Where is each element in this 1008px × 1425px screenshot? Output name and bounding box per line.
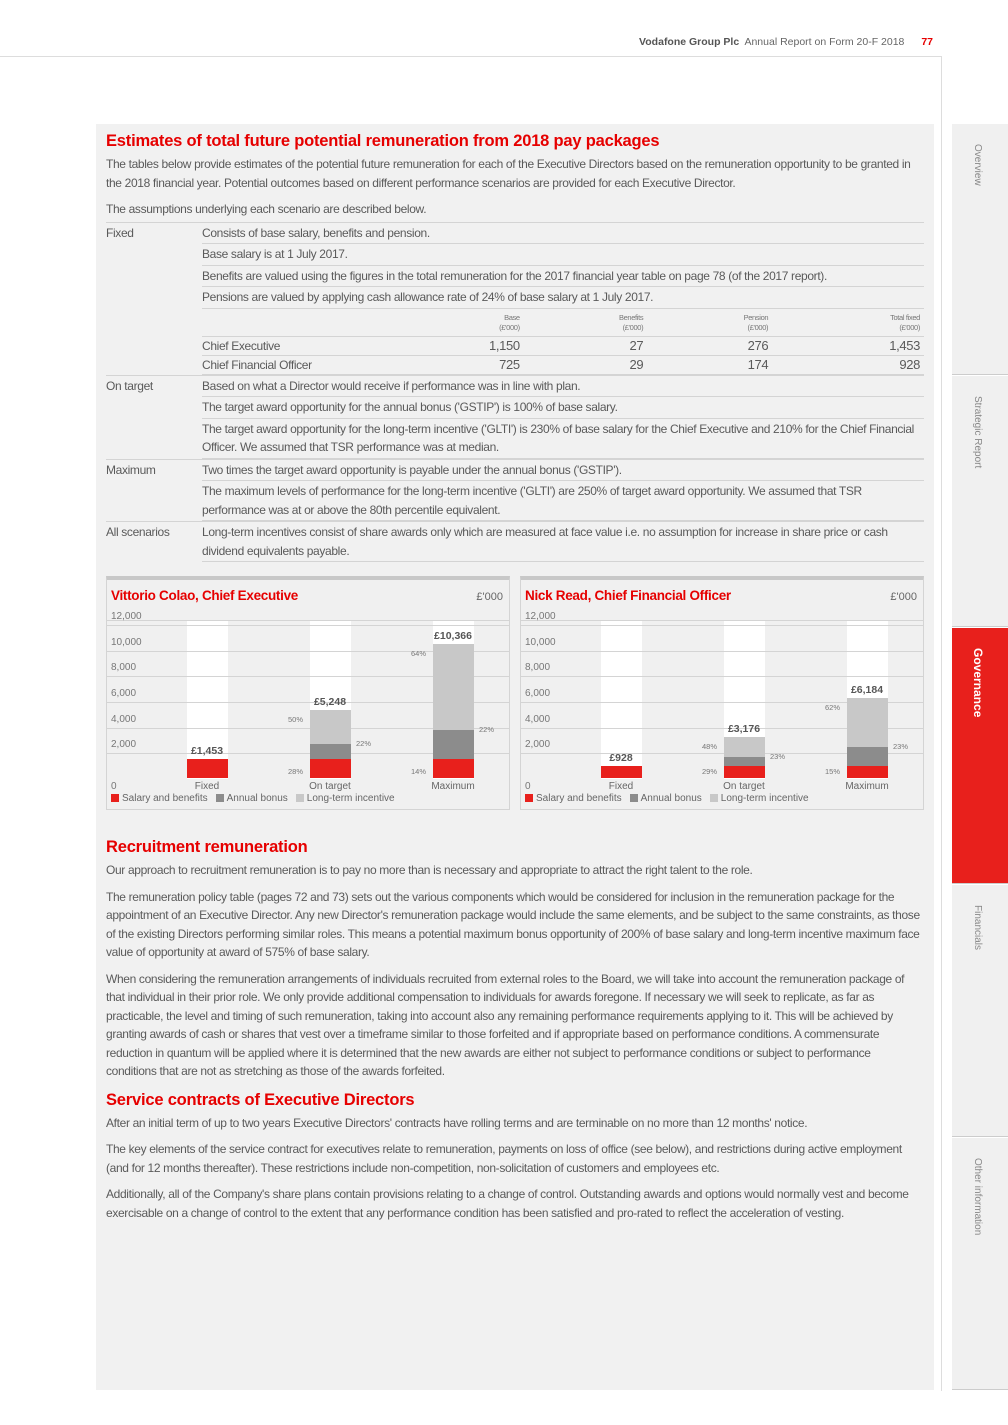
- y-axis-tick: 12,000: [525, 610, 556, 622]
- recruitment-paragraph: When considering the remuneration arrangements of individuals recruited from external roles to the Board, we will take into account the remuneration package of that individual in their prior role. We only provide additional compensation to individuals for awards foregone. If necessary we will seek to replicate, as far as practicable, the level and timing of such remuneration, taking into account also any remaining performance requirements applying to it. This will be achieved by granting awards of cash or shares that vest over a timeframe similar to those forfeited and if appropriate based on performance conditions. A commensurate reduction in quantum will be applied where it is determined that the new awards are either not subject to performance conditions or subject to performance conditions that are not as stretching as those of the awards forfeited.: [106, 971, 905, 1078]
- gridline: [521, 651, 923, 652]
- company-name: Vodafone Group Plc: [639, 36, 740, 48]
- chart-chief-executive: [106, 576, 510, 810]
- legend-swatch-icon: [296, 794, 304, 802]
- percent-label: 28%: [288, 767, 304, 776]
- y-axis-tick: 4,000: [111, 713, 137, 725]
- chart-legend: [111, 793, 395, 804]
- bar-segment-long-term-incentive: [310, 710, 351, 744]
- bar-segment-salary-and-benefits: [601, 766, 642, 778]
- col-header-base: Base (£'000): [372, 309, 524, 337]
- bar-segment-long-term-incentive: [847, 698, 888, 747]
- bar-total-label: £3,176: [727, 722, 761, 735]
- col-header-pension: Pension (£'000): [647, 309, 772, 337]
- bar-segment-annual-bonus: [724, 757, 765, 766]
- y-axis-tick: 12,000: [111, 610, 142, 622]
- fixed-line: Pensions are valued by applying cash allowance rate of 24% of base salary at 1 July 2017.: [202, 287, 924, 309]
- tab-financials[interactable]: Financials: [952, 885, 1008, 1137]
- chart-chief-financial-officer: [520, 576, 924, 810]
- scenario-label: On target: [106, 378, 153, 393]
- service-paragraph: After an initial term of up to two years Executive Directors' contracts have rolling terms and are terminable on no more than 12 months' notice.: [106, 1115, 808, 1130]
- y-axis-tick: 10,000: [525, 636, 556, 648]
- y-axis-tick: 4,000: [525, 713, 551, 725]
- scenario-label: Fixed: [106, 222, 202, 375]
- legend-item: Salary and benefits: [525, 793, 622, 804]
- gridline: [521, 676, 923, 677]
- legend-item: Long-term incentive: [296, 793, 395, 804]
- bar-total-label: £10,366: [434, 630, 472, 643]
- table-row: Chief Executive 1,150 27 276 1,453: [202, 336, 924, 355]
- tab-strategic-report[interactable]: Strategic Report: [952, 376, 1008, 627]
- chart-title: Vittorio Colao, Chief Executive: [111, 588, 298, 603]
- assumptions-table: [106, 222, 924, 563]
- scenario-label: All scenarios: [106, 525, 170, 539]
- all-scenarios-line: Long-term incentives consist of share awards only which are measured at face value i.e. no assumption for increase in share price or cash dividend equivalents payable.: [202, 522, 924, 562]
- bar-segment-salary-and-benefits: [724, 766, 765, 778]
- table-row: Chief Financial Officer 725 29 174 928: [202, 355, 924, 374]
- legend-swatch-icon: [111, 794, 119, 802]
- section-title-estimates: Estimates of total future potential remuneration from 2018 pay packages: [106, 132, 660, 150]
- tab-other-information[interactable]: Other information: [952, 1138, 1008, 1390]
- page-header: [639, 36, 933, 48]
- bar-segment-long-term-incentive: [724, 737, 765, 757]
- x-axis-label: Fixed: [194, 781, 220, 792]
- bar-total-label: £928: [609, 752, 633, 765]
- main-content: [96, 124, 934, 1390]
- bar-total-label: £6,184: [850, 684, 884, 697]
- bar-segment-salary-and-benefits: [310, 759, 351, 778]
- y-axis-tick: 2,000: [525, 739, 551, 751]
- y-axis-tick: 6,000: [525, 687, 551, 699]
- scenario-label: Maximum: [106, 462, 156, 477]
- percent-label: 14%: [411, 767, 427, 776]
- section-tabs: [952, 124, 1008, 1390]
- y-axis-tick: 0: [111, 781, 117, 792]
- bar-total-label: £5,248: [313, 696, 347, 709]
- y-axis-tick: 2,000: [111, 739, 137, 751]
- row-on-target: [106, 375, 924, 459]
- x-axis-label: On target: [723, 781, 765, 792]
- col-header-benefits: Benefits (£'000): [524, 309, 647, 337]
- percent-label: 64%: [411, 649, 427, 659]
- y-axis-tick: 6,000: [111, 687, 137, 699]
- legend-swatch-icon: [710, 794, 718, 802]
- x-axis-label: Maximum: [845, 781, 889, 792]
- bar-segment-salary-and-benefits: [187, 759, 228, 778]
- bar-segment-annual-bonus: [310, 744, 351, 759]
- y-axis-tick: 0: [525, 781, 531, 792]
- service-paragraph: The key elements of the service contract for executives relate to remuneration, payments on loss of office (see below), and restrictions during active employment (and for 12 months thereafter). These restrictions include non-competition, non-solicitation of customers and employees etc.: [106, 1142, 902, 1175]
- bar-total-label: £1,453: [190, 745, 224, 758]
- recruitment-paragraph: Our approach to recruitment remuneration is to pay no more than is necessary and appropriate to attract the right talent to the role.: [106, 863, 753, 877]
- charts-row: [106, 576, 924, 810]
- fixed-line: Base salary is at 1 July 2017.: [202, 244, 924, 266]
- section-title-service-contracts: Service contracts of Executive Directors: [106, 1090, 415, 1109]
- legend-item: Annual bonus: [216, 793, 288, 804]
- x-axis-label: Fixed: [608, 781, 634, 792]
- percent-label: 23%: [770, 751, 786, 761]
- bar-segment-annual-bonus: [847, 747, 888, 766]
- legend-swatch-icon: [525, 794, 533, 802]
- gridline: [521, 625, 923, 626]
- fixed-line: Consists of base salary, benefits and pension.: [202, 223, 924, 245]
- intro-paragraph: The tables below provide estimates of the potential future remuneration for each of the Executive Directors based on the remuneration opportunity to be granted in the 2018 financial year. Potential outcomes based on different performance scenarios are provided for each Executive Director.: [106, 157, 911, 190]
- tab-overview[interactable]: Overview: [952, 124, 1008, 375]
- on-target-line: Based on what a Director would receive if performance was in line with plan.: [202, 376, 924, 398]
- percent-label: 50%: [288, 715, 304, 725]
- assumptions-intro: The assumptions underlying each scenario are described below.: [106, 202, 427, 216]
- on-target-line: The target award opportunity for the annual bonus ('GSTIP') is 100% of base salary.: [202, 397, 924, 419]
- maximum-line: Two times the target award opportunity is payable under the annual bonus ('GSTIP').: [202, 460, 924, 482]
- legend-item: Salary and benefits: [111, 793, 208, 804]
- y-axis-tick: 8,000: [525, 662, 551, 674]
- header-divider: [0, 56, 942, 57]
- col-header-total: Total fixed (£'000): [772, 309, 924, 337]
- recruitment-paragraph: The remuneration policy table (pages 72 and 73) sets out the various components which would be considered for inclusion in the remuneration package for the appointment of an Executive Director. Any new Director's remuneration package would include the same elements, and be subject to the same constraints, as those of the existing Directors performing similar roles. This means a potential maximum bonus opportunity of 200% of base salary and long-term incentive maximum face value of opportunity at award of 575% of base salary.: [106, 889, 920, 959]
- bar-segment-salary-and-benefits: [847, 766, 888, 778]
- percent-label: 48%: [702, 741, 718, 751]
- bar-segment-salary-and-benefits: [433, 759, 474, 778]
- on-target-line: The target award opportunity for the long-term incentive ('GLTI') is 230% of base salary for the Chief Executive and 210% for the Chief Financial Officer. We assumed that TSR performance was at median.: [202, 419, 924, 459]
- chart-legend: [525, 793, 809, 804]
- x-axis-label: On target: [309, 781, 351, 792]
- row-all-scenarios: [106, 522, 924, 563]
- fixed-line: Benefits are valued using the figures in the total remuneration for the 2017 financial year table on page 78 (of the 2017 report).: [202, 266, 924, 288]
- legend-swatch-icon: [216, 794, 224, 802]
- percent-label: 22%: [479, 724, 495, 734]
- service-paragraph: Additionally, all of the Company's share plans contain provisions relating to a change of control. Outstanding awards and options would normally vest and become exercisable on a change of control to the extent that any performance condition has been satisfied and pro-rated to reflect the acceleration of vesting.: [106, 1187, 909, 1220]
- bar-segment-long-term-incentive: [433, 644, 474, 729]
- chart-title: Nick Read, Chief Financial Officer: [525, 588, 731, 603]
- percent-label: 22%: [356, 739, 372, 749]
- legend-swatch-icon: [630, 794, 638, 802]
- tab-governance[interactable]: Governance: [952, 628, 1008, 884]
- maximum-line: The maximum levels of performance for the long-term incentive ('GLTI') are 250% of target award opportunity. We assumed that TSR performance was at or above the 80th percentile equivalent.: [202, 481, 924, 521]
- x-axis-label: Maximum: [431, 781, 475, 792]
- chart-unit: £'000: [476, 591, 503, 603]
- report-title: Annual Report on Form 20-F 2018: [744, 36, 905, 48]
- bar-segment-annual-bonus: [433, 730, 474, 760]
- legend-item: Annual bonus: [630, 793, 702, 804]
- chart-unit: £'000: [890, 591, 917, 603]
- row-fixed: [106, 222, 924, 375]
- y-axis-tick: 10,000: [111, 636, 142, 648]
- row-maximum: [106, 459, 924, 522]
- gridline: [107, 625, 509, 626]
- page-number: 77: [921, 36, 933, 48]
- percent-label: 29%: [702, 767, 718, 776]
- percent-label: 23%: [893, 742, 909, 752]
- fixed-pay-table: [202, 309, 924, 375]
- margin-divider: [941, 56, 942, 1391]
- percent-label: 15%: [825, 767, 841, 776]
- section-title-recruitment: Recruitment remuneration: [106, 838, 308, 856]
- percent-label: 62%: [825, 703, 841, 713]
- legend-item: Long-term incentive: [710, 793, 809, 804]
- y-axis-tick: 8,000: [111, 662, 137, 674]
